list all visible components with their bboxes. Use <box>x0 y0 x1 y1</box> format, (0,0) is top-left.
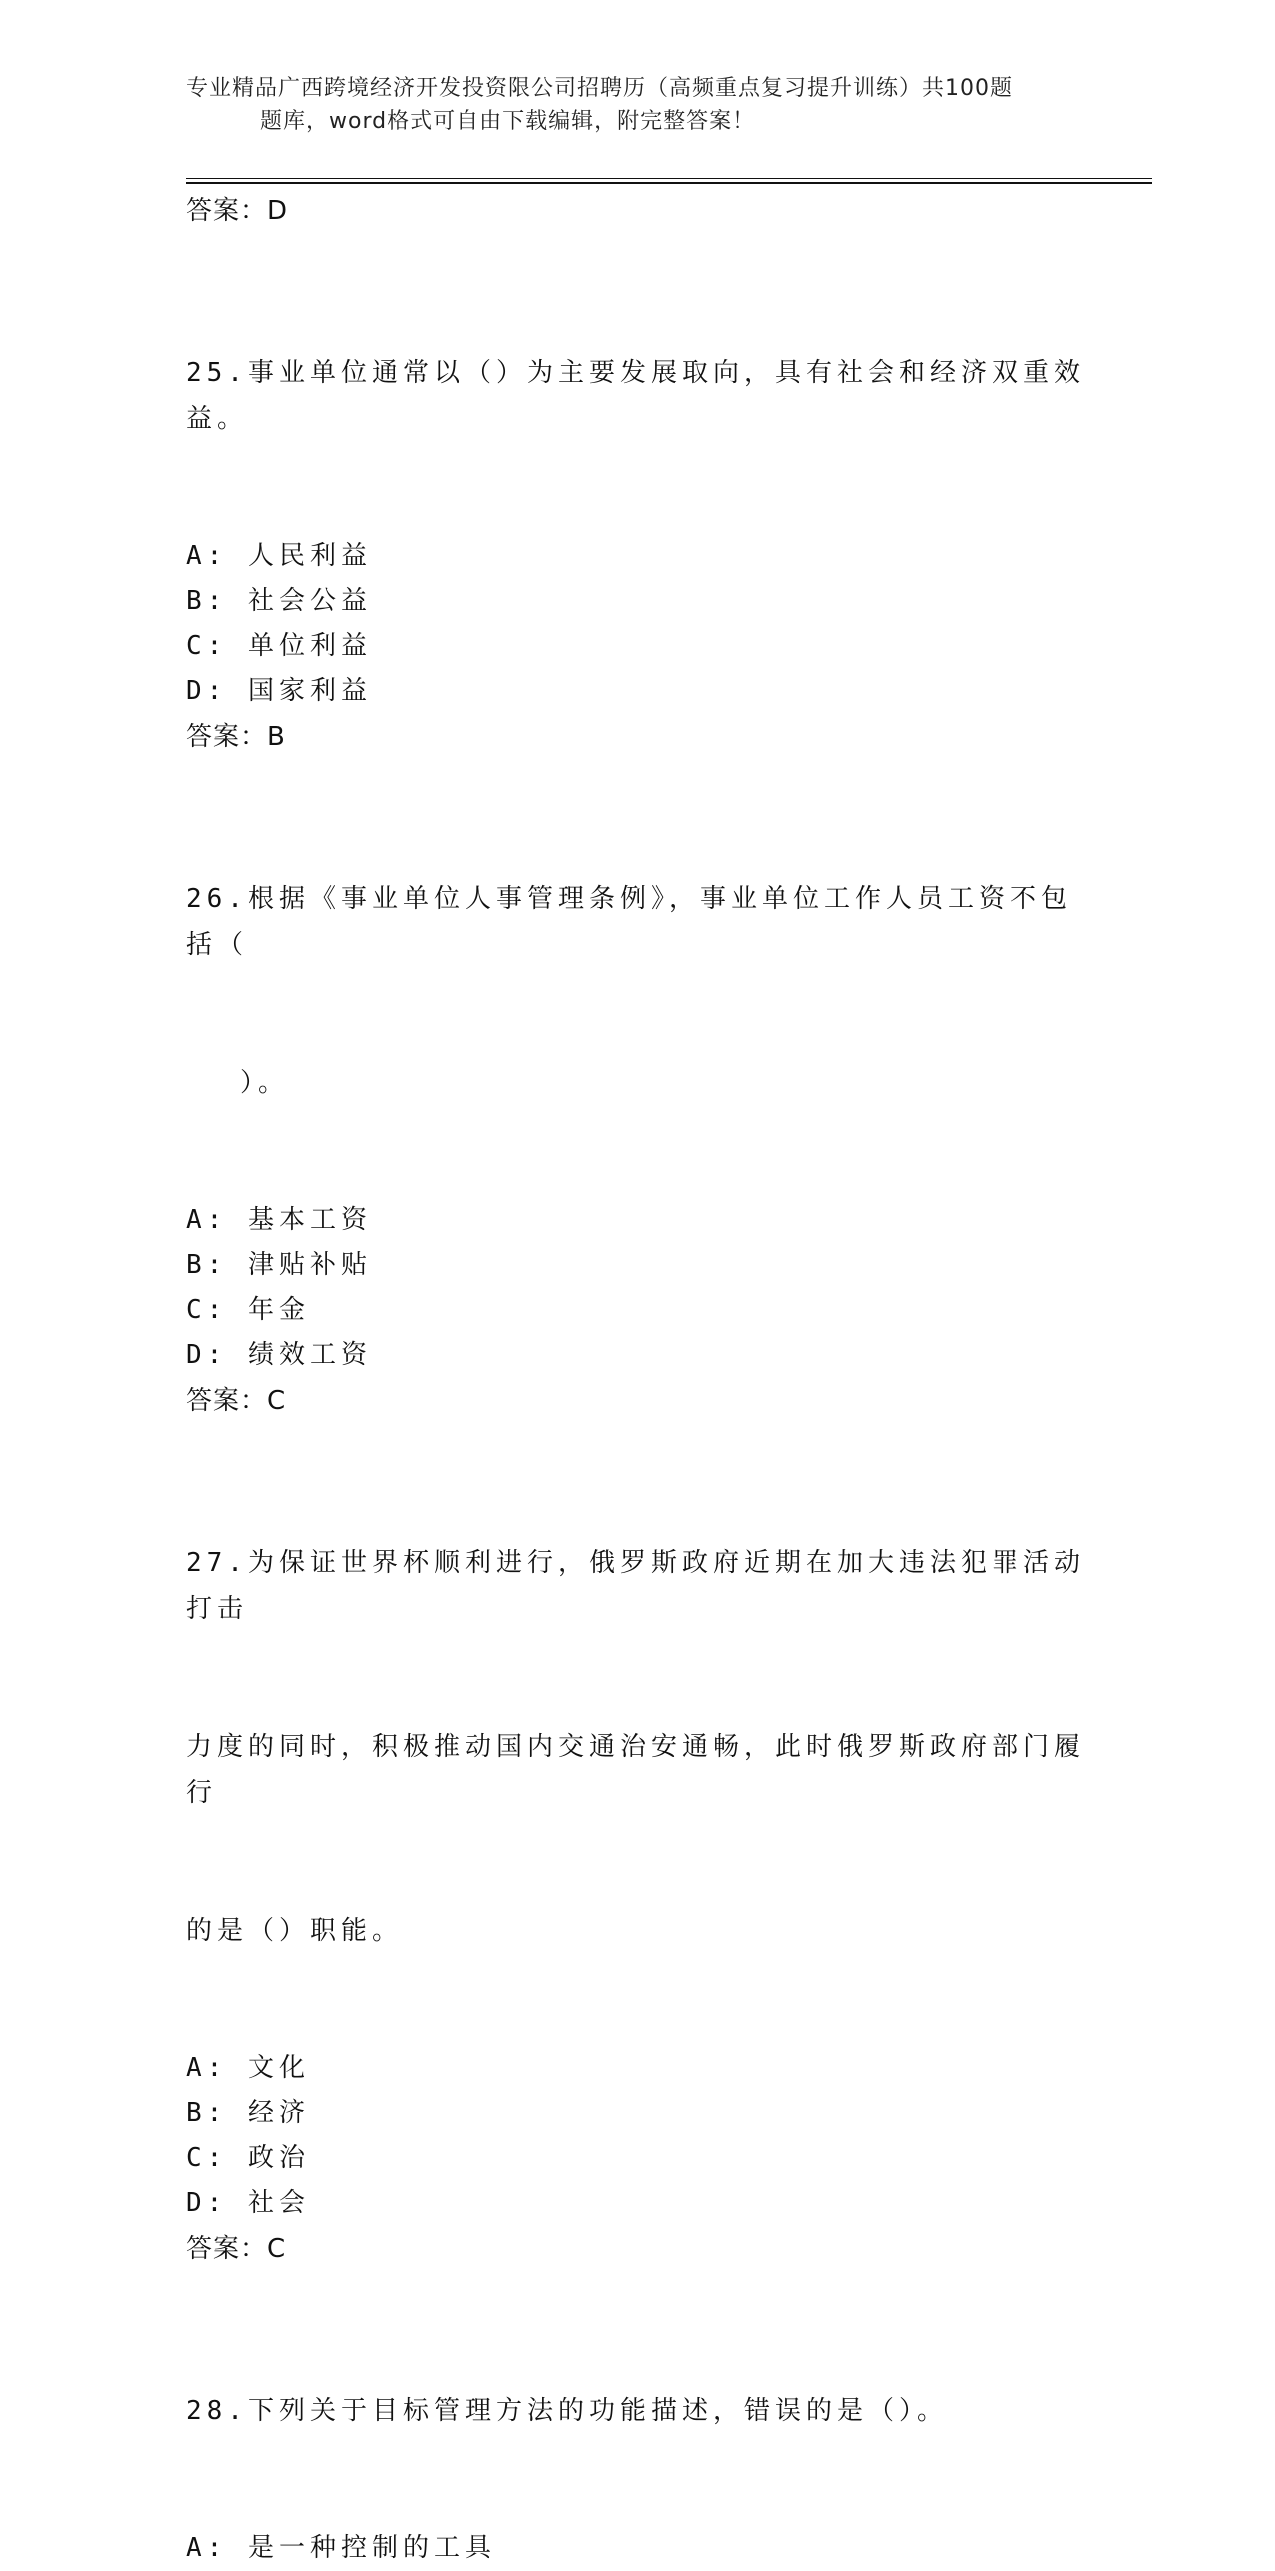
question-stem <box>186 1448 1086 2046</box>
header-title-line-1: 专业精品广西跨境经济开发投资限公司招聘历（高频重点复习提升训练）共100题 <box>186 76 1013 101</box>
question-stem <box>186 258 1086 534</box>
header-divider-thin <box>186 178 1152 179</box>
question-stem <box>186 784 1086 1198</box>
page-header <box>186 72 1086 138</box>
option-a: A: 文化 <box>186 2053 310 2083</box>
question-28 <box>186 2296 1086 2571</box>
option-b: B: 经济 <box>186 2098 310 2128</box>
question-stem-line: 25.事业单位通常以（）为主要发展取向，具有社会和经济双重效益。 <box>186 358 1085 434</box>
option-d: D: 社会 <box>186 2188 310 2218</box>
option-c: C: 年金 <box>186 1295 310 1325</box>
question-list <box>186 188 1086 2571</box>
option-d: D: 绩效工资 <box>186 1340 372 1370</box>
option-a: A: 人民利益 <box>186 541 372 571</box>
question-stem-line: 28.下列关于目标管理方法的功能描述，错误的是（）。 <box>186 2396 948 2426</box>
option-c: C: 政治 <box>186 2143 310 2173</box>
option-b: B: 社会公益 <box>186 586 372 616</box>
option-d: D: 国家利益 <box>186 676 372 706</box>
question-stem-line: 力度的同时，积极推动国内交通治安通畅，此时俄罗斯政府部门履行 <box>186 1732 1086 1808</box>
question-25 <box>186 258 1086 760</box>
question-stem-line: 27.为保证世界杯顺利进行，俄罗斯政府近期在加大违法犯罪活动打击 <box>186 1548 1085 1624</box>
header-divider-thick <box>186 182 1152 184</box>
question-26 <box>186 784 1086 1424</box>
option-a: A: 是一种控制的工具 <box>186 2533 496 2563</box>
question-answer: 答案：C <box>186 1386 287 1416</box>
previous-answer: 答案：D <box>186 196 289 226</box>
question-answer: 答案：B <box>186 722 286 752</box>
question-answer: 答案：C <box>186 2234 287 2264</box>
option-c: C: 单位利益 <box>186 631 372 661</box>
option-a: A: 基本工资 <box>186 1205 372 1235</box>
question-stem-line: 26.根据《事业单位人事管理条例》，事业单位工作人员工资不包括（ <box>186 884 1072 960</box>
question-stem <box>186 2296 1086 2526</box>
question-27 <box>186 1448 1086 2272</box>
header-title-line-2: 题库，word格式可自由下载编辑，附完整答案！ <box>260 109 756 134</box>
question-stem-line: 的是（）职能。 <box>186 1916 404 1946</box>
question-stem-line: ）。 <box>240 1068 290 1098</box>
option-b: B: 津贴补贴 <box>186 1250 372 1280</box>
